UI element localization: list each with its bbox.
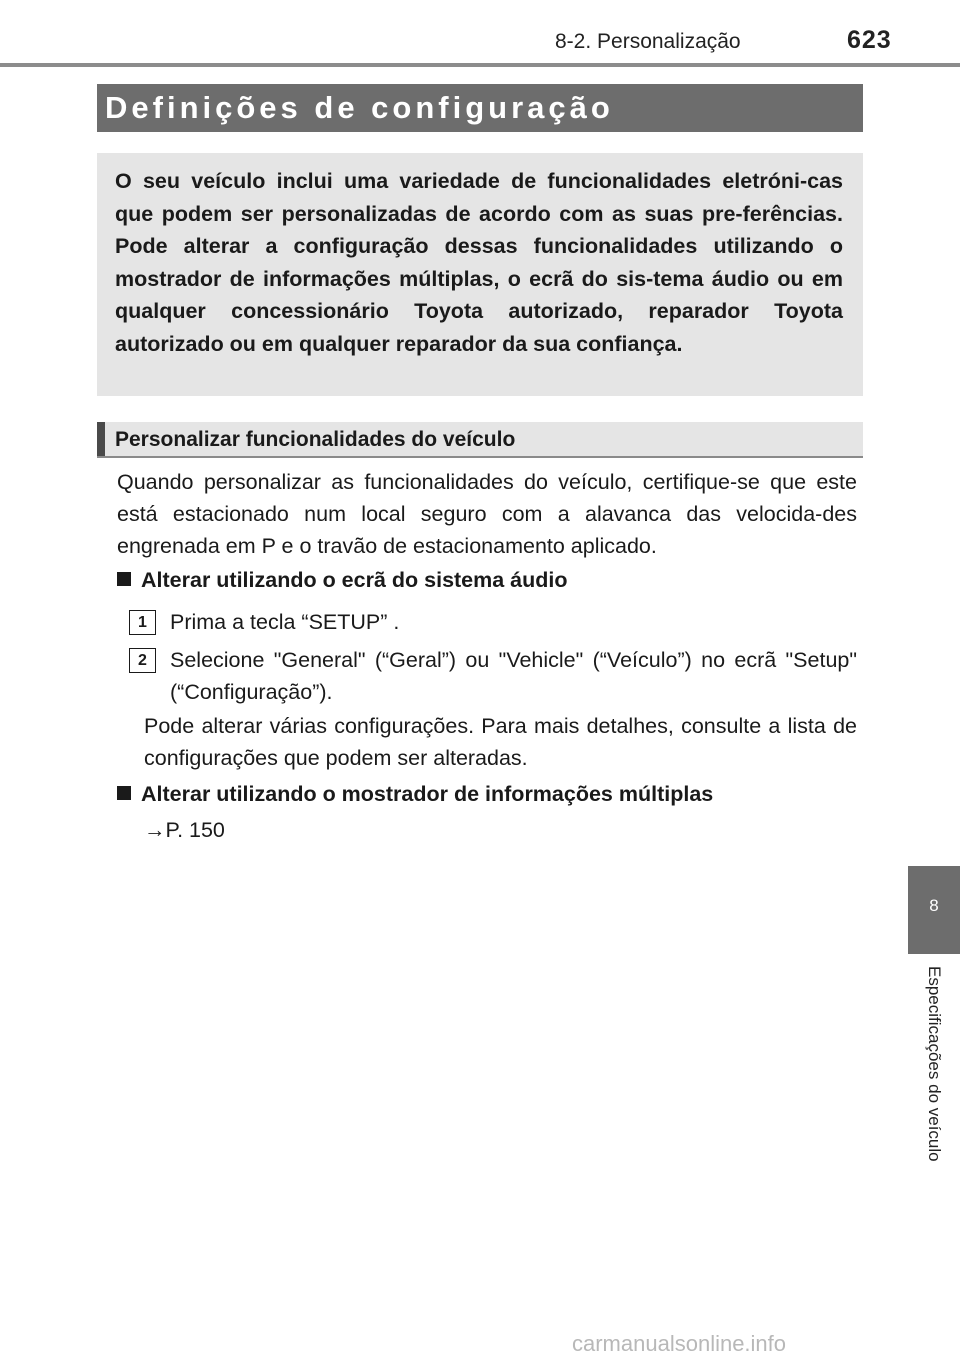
header-rule xyxy=(0,63,960,67)
chapter-number: 8 xyxy=(929,896,939,915)
step-number-2: 2 xyxy=(129,648,156,673)
mid-heading-text: Alterar utilizando o mostrador de informações múltiplas xyxy=(141,782,714,806)
section-heading-text: Personalizar funcionalidades do veículo xyxy=(115,428,516,451)
intro-box xyxy=(97,153,863,396)
page-title: Definições de configuração xyxy=(105,90,614,125)
header-section-title: 8-2. Personalização xyxy=(555,30,741,53)
intro-text: O seu veículo inclui uma variedade de funcionalidades eletróni-cas que podem ser personalizadas de acordo com as suas pre-ferências. Pode alterar a configuração dessas funcionalidades utilizando o mostrador de informações múltiplas, o ecrã do sis-tema áudio ou em qualquer concessionário Toyota autorizado, reparador Toyota autorizado ou em qualquer reparador da sua confiança. xyxy=(115,169,843,356)
page-reference: →P. 150 xyxy=(144,818,225,842)
audio-heading-text: Alterar utilizando o ecrã do sistema áudio xyxy=(141,568,568,592)
section-heading xyxy=(97,422,863,458)
step-text-2: Selecione "General" (“Geral”) ou "Vehicle" (“Veículo”) no ecrã "Setup" (“Configuração”). xyxy=(170,648,857,704)
section-body-text: Quando personalizar as funcionalidades do veículo, certifique-se que este está estacionado num local seguro com a alavanca das velocida-des engrenada em P e o travão de estacionamento aplicado. xyxy=(117,470,857,558)
step-text-1: Prima a tecla “SETUP” . xyxy=(170,610,400,634)
audio-note: Pode alterar várias configurações. Para mais detalhes, consulte a lista de configurações que podem ser alteradas. xyxy=(144,714,857,770)
section-heading-marker xyxy=(97,422,105,456)
chapter-label: Especificações do veículo xyxy=(925,966,944,1162)
audio-heading xyxy=(117,568,568,593)
page-title-bar xyxy=(97,84,863,132)
step-number-1: 1 xyxy=(129,610,156,635)
square-bullet-icon xyxy=(117,786,131,800)
watermark: carmanualsonline.info xyxy=(572,1331,787,1356)
chapter-tab xyxy=(908,866,960,954)
mid-heading xyxy=(117,782,713,807)
square-bullet-icon xyxy=(117,572,131,586)
page-number: 623 xyxy=(847,26,892,54)
